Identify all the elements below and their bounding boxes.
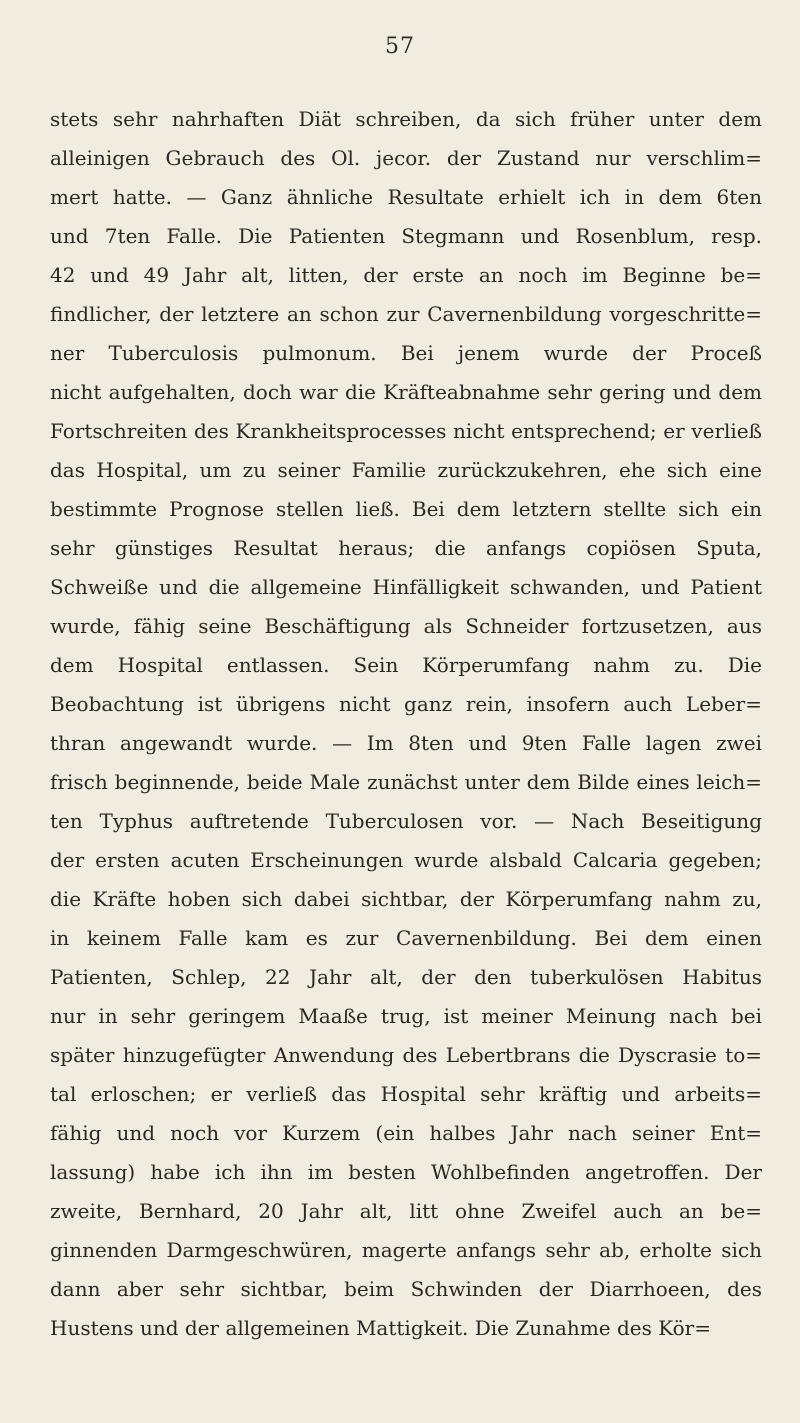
text-line: mert hatte. — Ganz ähnliche Resultate erhielt ich in dem 6ten [50,185,762,209]
text-line: ner Tuberculosis pulmonum. Bei jenem wurde der Proceß [50,341,762,365]
text-line: Patienten, Schlep, 22 Jahr alt, der den tuberkulösen Habitus [50,965,762,989]
text-line: wurde, fähig seine Beschäftigung als Schneider fortzusetzen, aus [50,614,762,638]
text-line: zweite, Bernhard, 20 Jahr alt, litt ohne Zweifel auch an be= [50,1199,762,1223]
text-line: der ersten acuten Erscheinungen wurde alsbald Calcaria gegeben; [50,848,762,872]
text-line: Schweiße und die allgemeine Hinfälligkeit schwanden, und Patient [50,575,762,599]
text-line: später hinzugefügter Anwendung des Lebertbrans die Dyscrasie to= [50,1043,762,1067]
text-line: die Kräfte hoben sich dabei sichtbar, der Körperumfang nahm zu, [50,887,762,911]
text-line: stets sehr nahrhaften Diät schreiben, da sich früher unter dem [50,107,762,131]
text-line: findlicher, der letztere an schon zur Cavernenbildung vorgeschritte= [50,302,762,326]
text-line: ten Typhus auftretende Tuberculosen vor. — Nach Beseitigung [50,809,762,833]
text-line: lassung) habe ich ihn im besten Wohlbefinden angetroffen. Der [50,1160,762,1184]
text-line: sehr günstiges Resultat heraus; die anfangs copiösen Sputa, [50,536,762,560]
text-line: tal erloschen; er verließ das Hospital sehr kräftig und arbeits= [50,1082,762,1106]
text-line: und 7ten Falle. Die Patienten Stegmann und Rosenblum, resp. [50,224,762,248]
text-line: nicht aufgehalten, doch war die Kräfteabnahme sehr gering und dem [50,380,762,404]
text-line: nur in sehr geringem Maaße trug, ist meiner Meinung nach bei [50,1004,762,1028]
text-line: in keinem Falle kam es zur Cavernenbildung. Bei dem einen [50,926,762,950]
text-line: alleinigen Gebrauch des Ol. jecor. der Zustand nur verschlim= [50,146,762,170]
text-line: ginnenden Darmgeschwüren, magerte anfangs sehr ab, erholte sich [50,1238,762,1262]
text-line: das Hospital, um zu seiner Familie zurückzukehren, ehe sich eine [50,458,762,482]
text-line: fähig und noch vor Kurzem (ein halbes Jahr nach seiner Ent= [50,1121,762,1145]
text-line: frisch beginnende, beide Male zunächst unter dem Bilde eines leich= [50,770,762,794]
text-line: Beobachtung ist übrigens nicht ganz rein, insofern auch Leber= [50,692,762,716]
text-line: Fortschreiten des Krankheitsprocesses nicht entsprechend; er verließ [50,419,762,443]
body-text [50,100,762,1348]
text-line: Hustens und der allgemeinen Mattigkeit. Die Zunahme des Kör= [50,1316,711,1340]
text-line: bestimmte Prognose stellen ließ. Bei dem letztern stellte sich ein [50,497,762,521]
text-line: dem Hospital entlassen. Sein Körperumfang nahm zu. Die [50,653,762,677]
text-line: dann aber sehr sichtbar, beim Schwinden der Diarrhoeen, des [50,1277,762,1301]
page-number: 57 [385,34,415,59]
text-line: thran angewandt wurde. — Im 8ten und 9ten Falle lagen zwei [50,731,762,755]
text-line: 42 und 49 Jahr alt, litten, der erste an noch im Beginne be= [50,263,762,287]
